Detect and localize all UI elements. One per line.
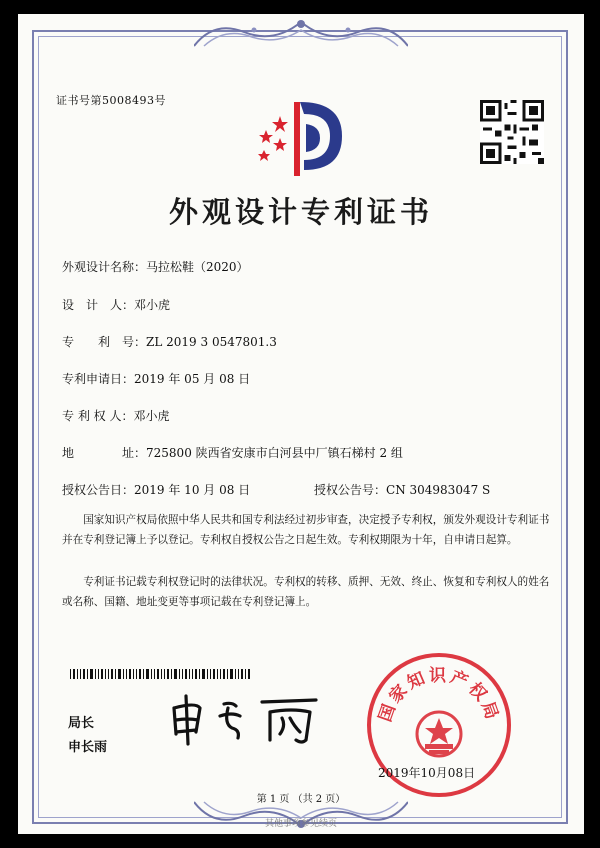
field-value: ZL 2019 3 0547801.3 [146, 335, 277, 349]
field-label: 外观设计名称： [62, 260, 147, 274]
certificate-page [18, 14, 584, 834]
field-row-application-date [62, 370, 250, 387]
field-row-address [62, 444, 403, 461]
field-value: 725800 陕西省安康市白河县中厂镇石梯村 2 组 [146, 446, 403, 460]
field-value: 2019 年 05 月 08 日 [134, 372, 251, 386]
field-row-designer [62, 296, 170, 313]
handwritten-signature [166, 694, 346, 746]
field-label: 设 计 人： [62, 298, 135, 312]
certificate-number: 证书号第5008493号 [56, 94, 166, 107]
barcode-icon [70, 669, 250, 679]
cnipa-logo-icon [250, 86, 346, 178]
field-label: 专利申请日： [62, 372, 135, 386]
field-label: 地 址： [62, 446, 147, 460]
statement-paragraph-1: 国家知识产权局依照中华人民共和国专利法经过初步审查，决定授予专利权，颁发外观设计专利证书并在专利登记簿上予以登记。专利权自授权公告之日起生效。专利权期限为十年，自申请日起算。 [62, 514, 550, 546]
svg-text:国家知识产权局: 国家知识产权局 [375, 666, 503, 725]
statement-paragraph-2: 专利证书记载专利权登记时的法律状况。专利权的转移、质押、无效、终止、恢复和专利权人的姓名或名称、国籍、地址变更等事项记载在专利登记簿上。 [62, 576, 550, 608]
field-row-design-name [62, 258, 249, 275]
seal-date: 2019年10月08日 [378, 766, 476, 780]
field-label: 专 利 号： [62, 335, 147, 349]
field-row-grant-number [314, 481, 490, 498]
field-label: 专 利 权 人： [62, 409, 134, 423]
director-name: 申长雨 [68, 740, 108, 755]
grant-date-label: 授权公告日： [62, 483, 135, 497]
field-row-patent-number [62, 333, 277, 350]
next-page-cut-text: 其他事项参见续页 [264, 819, 337, 829]
field-value: 马拉松鞋（2020） [146, 260, 249, 274]
field-value: 邓小虎 [134, 298, 171, 312]
grant-number-label: 授权公告号： [314, 483, 387, 497]
field-row-patentee [62, 407, 169, 424]
ornament-top [194, 16, 408, 48]
field-value: 邓小虎 [133, 409, 170, 423]
page-indicator: 第 1 页 （共 2 页） [256, 794, 346, 805]
field-row-grant [62, 481, 250, 498]
certificate-title: 外观设计专利证书 [168, 195, 433, 229]
qr-code-icon [480, 100, 544, 164]
director-title: 局长 [68, 716, 95, 731]
grant-number-value: CN 304983047 S [386, 483, 491, 497]
grant-date-value: 2019 年 10 月 08 日 [134, 483, 251, 497]
